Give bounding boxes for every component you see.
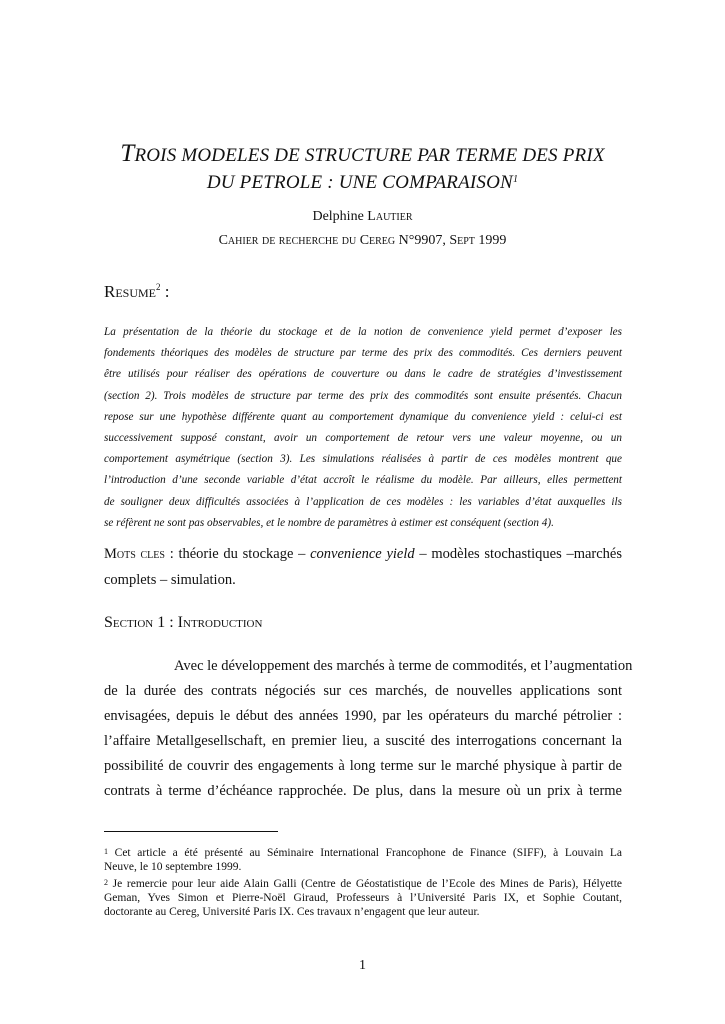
title-initial: T bbox=[120, 140, 135, 167]
abstract-line: (section 2). Trois modèles de structure par terme des prix des commodités sont ensuite présentés. Chacun bbox=[104, 389, 622, 402]
abstract-heading-colon: : bbox=[160, 282, 170, 301]
abstract-footnote-ref: 2 bbox=[156, 282, 161, 292]
footnote-number: 2 bbox=[104, 878, 108, 887]
footnote-line: Neuve, le 10 septembre 1999. bbox=[104, 861, 242, 873]
abstract-line: être utilisés pour réaliser des opérations de couverture ou dans le cadre de stratégies d’investissement bbox=[104, 368, 622, 381]
abstract-heading-text: Resume bbox=[104, 282, 157, 301]
working-paper-info: Cahier de recherche du Cereg N°9907, Sept 1999 bbox=[218, 233, 507, 248]
page-number: 1 bbox=[359, 958, 366, 973]
section-heading: Section 1 : Introduction bbox=[104, 614, 263, 631]
title-footnote-ref: 1 bbox=[512, 174, 519, 185]
keywords-italic: convenience yield bbox=[310, 546, 415, 562]
abstract-line: repose sur une hypothèse différente quant au comportement dynamique du convenience yield : celui-ci est bbox=[104, 410, 622, 423]
footnote-2 bbox=[104, 877, 622, 919]
footnote-separator bbox=[104, 831, 278, 832]
abstract-line: se réfèrent ne sont pas observables, et le nombre de paramètres à estimer est conséquent (section 4). bbox=[104, 516, 554, 529]
footnote-line: doctorante au Cereg, Université Paris IX. Ces travaux n’engagent que leur auteur. bbox=[104, 906, 480, 918]
body-line: de la durée des contrats négociés sur ces marchés, de nouvelles applications sont bbox=[104, 683, 622, 699]
abstract-line: fondements théoriques des modèles de structure par terme des prix des commodités. Ces derniers peuvent bbox=[104, 347, 622, 360]
abstract-line: La présentation de la théorie du stockage et de la notion de convenience yield permet d’exposer les bbox=[104, 326, 622, 338]
keywords-label: Mots cles bbox=[104, 546, 165, 562]
author-first-name: Delphine bbox=[312, 209, 364, 224]
footnote-line: Geman, Yves Simon et Pierre-Noël Giraud, Professeurs à l’Université Paris IX, et Sophie Coutant, bbox=[104, 892, 622, 904]
abstract-heading bbox=[104, 282, 170, 302]
body-line: l’affaire Metallgesellschaft, en premier lieu, a suscité des interrogations concernant la bbox=[104, 733, 622, 749]
abstract-body bbox=[104, 322, 622, 534]
footnote-line bbox=[104, 877, 622, 891]
keywords bbox=[104, 541, 622, 593]
keywords-text-2: – modèles stochastiques –marchés complets – simulation. bbox=[104, 546, 623, 588]
title-line-1-text: ROIS MODELES DE STRUCTURE PAR TERME DES PRIX bbox=[134, 145, 605, 166]
body-line: contrats à terme d’échéance rapprochée. De plus, dans la mesure où un prix à terme bbox=[104, 783, 622, 799]
footnote-line bbox=[104, 846, 622, 860]
footnote-text: Je remercie pour leur aide Alain Galli (Centre de Géostatistique de l’Ecole des Mines de Paris), Hélyette bbox=[112, 878, 622, 890]
abstract-line: successivement supposé constant, avoir un comportement de retour vers une valeur moyenne, ou un bbox=[104, 431, 622, 444]
body-line: possibilité de couvrir des engagements à long terme sur le marché physique à partir de bbox=[104, 758, 622, 774]
footnote-number: 1 bbox=[104, 847, 108, 856]
section-body bbox=[104, 654, 633, 804]
footnote-1 bbox=[104, 846, 622, 874]
author-last-name: Lautier bbox=[367, 209, 413, 224]
abstract-line: comportement asymétrique (section 3). Les simulations réalisées à partir de ces modèles montrent que bbox=[104, 453, 622, 466]
body-line: envisagées, depuis le début des années 1990, par les opérateurs du marché pétrolier : bbox=[104, 708, 622, 724]
abstract-line: l’introduction d’une seconde variable d’état accroît le réalisme du modèle. Par ailleurs, elles permettent bbox=[104, 474, 622, 487]
body-line: Avec le développement des marchés à terme de commodités, et l’augmentation bbox=[174, 658, 633, 674]
title-line-2 bbox=[0, 172, 725, 194]
title-line-2-text: DU PETROLE : UNE COMPARAISON bbox=[206, 172, 513, 193]
keywords-text-1: : théorie du stockage – bbox=[164, 546, 311, 562]
abstract-line: de souligner deux difficultés associées à l’application de ces modèles : les variables d’état auxquelles ils bbox=[104, 495, 622, 508]
title-line-1 bbox=[0, 140, 725, 168]
author bbox=[0, 209, 725, 225]
footnote-text: Cet article a été présenté au Séminaire International Francophone de Finance (SIFF), à Louvain La bbox=[114, 847, 622, 859]
